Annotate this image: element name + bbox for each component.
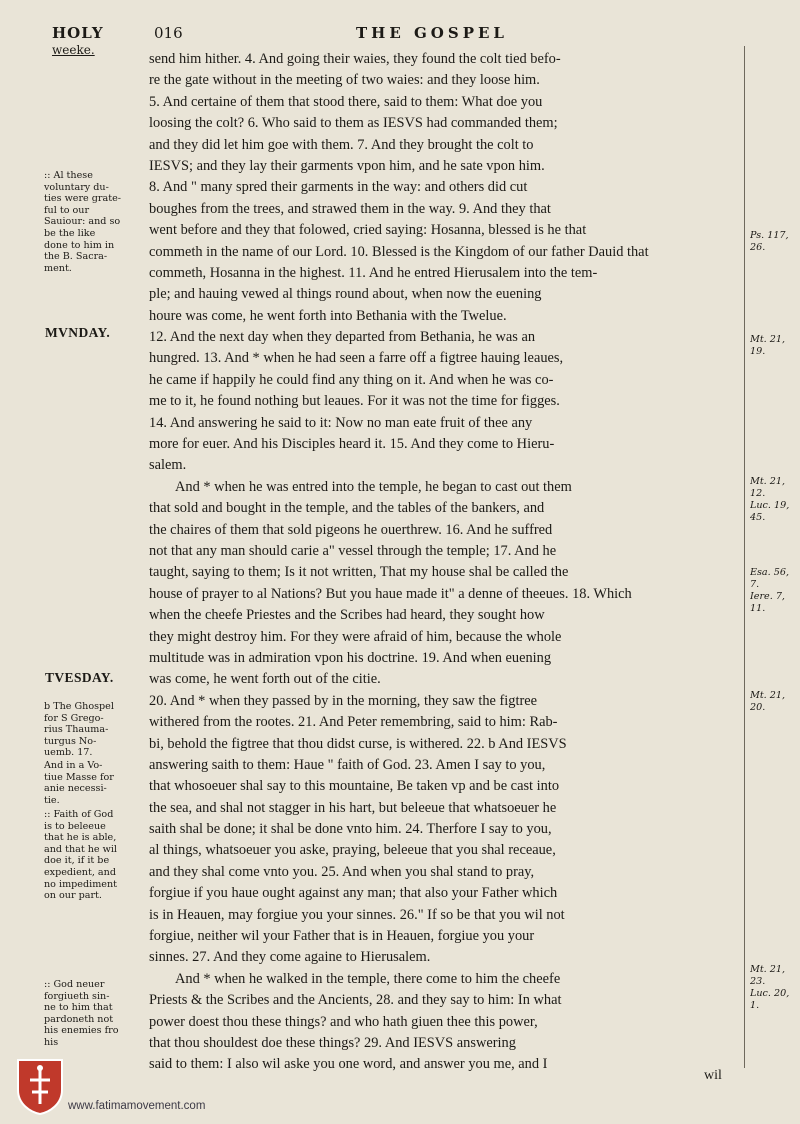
left-note-line: pardoneth not — [44, 1013, 114, 1025]
text-line: they might destroy him. For they were afraid of him, because the whole — [149, 628, 562, 645]
right-reference-line: Iere. 7, — [750, 591, 785, 602]
text-line: and they did let him goe with them. 7. And they brought the colt to — [149, 136, 534, 153]
text-line: commeth in the name of our Lord. 10. Blessed is the Kingdom of our father Dauid that — [149, 243, 649, 260]
left-note — [44, 760, 148, 806]
text-line: salem. — [149, 457, 187, 474]
text-line: re the gate without in the meeting of two waies: and they loose him. — [149, 72, 540, 89]
text-line: taught, saying to them; Is it not written, That my house shal be called the — [149, 564, 569, 581]
site-shield-logo — [14, 1056, 66, 1116]
text-line: 20. And * when they passed by in the morning, they saw the figtree — [149, 692, 538, 709]
left-note-line: Sauiour: and so — [44, 216, 121, 228]
text-line: house of prayer to al Nations? But you haue made it" a denne of theeues. 18. Which — [149, 585, 632, 602]
right-reference-line: Mt. 21, — [750, 690, 786, 701]
text-line: went before and they that folowed, cried saying: Hosanna, blessed is he that — [149, 222, 587, 239]
day-heading-monday: MVNDAY. — [45, 325, 111, 340]
left-note-line: And in a Vo- — [44, 760, 103, 771]
left-note-line: is to beleeue — [44, 820, 106, 832]
text-line: al things, whatsoeuer you aske, praying, beleeue that you shal receaue, — [149, 842, 556, 859]
text-line: said to them: I also wil aske you one word, and answer you me, and I — [149, 1056, 548, 1073]
running-title: THE GOSPEL — [356, 24, 508, 42]
text-line: Priests & the Scribes and the Ancients, 28. and they say to him: In what — [149, 992, 562, 1009]
left-note-line: his — [44, 1036, 59, 1048]
left-note-line: anie necessi- — [44, 783, 107, 795]
left-note-line: done to him in — [44, 239, 115, 251]
left-note-line: ne to him that — [44, 1002, 113, 1014]
text-line: he came if happily he could find any thing on it. And when he was co- — [149, 371, 554, 388]
right-reference-line: 11. — [750, 603, 766, 614]
left-note-line: that he is able, — [44, 832, 117, 844]
header-left-sublabel: weeke. — [52, 43, 95, 57]
right-reference-line: 23. — [750, 976, 766, 987]
right-reference-line: Mt. 21, — [750, 964, 786, 975]
text-line: loosing the colt? 6. Who said to them as IESVS had commanded them; — [149, 115, 558, 132]
right-reference — [750, 476, 798, 524]
left-note — [44, 701, 148, 759]
text-line: not that any man should carie a" vessel through the temple; 17. And he — [149, 542, 557, 559]
text-line: 12. And the next day when they departed from Bethania, he was an — [149, 329, 536, 346]
catchword: wil — [704, 1068, 722, 1083]
left-note-line: tie. — [44, 794, 60, 806]
left-note-line: the B. Sacra- — [44, 251, 108, 263]
left-note-line: ment. — [44, 262, 72, 274]
main-text — [149, 49, 737, 1076]
left-note-line: doe it, if it be — [44, 855, 110, 867]
text-line: that thou shouldest doe these things? 29. And IESVS answering — [149, 1034, 516, 1051]
right-reference-line: Mt. 21, — [750, 476, 786, 487]
right-reference-line: 20. — [750, 702, 766, 713]
right-reference-line: 19. — [750, 346, 766, 357]
left-note-line: and that he wil — [44, 843, 118, 855]
right-reference-line: Ps. 117, — [750, 230, 789, 241]
left-note — [44, 979, 148, 1049]
text-line: sinnes. 27. And they come againe to Hierusalem. — [149, 949, 431, 966]
text-line: bi, behold the figtree that thou didst curse, is withered. 22. b And IESVS — [149, 735, 567, 752]
text-line: was come, he went forth out of the citie. — [149, 671, 381, 688]
left-note-line: ful to our — [44, 204, 90, 216]
left-note — [44, 809, 148, 902]
right-reference — [750, 334, 798, 358]
right-reference-line: Luc. 20, — [750, 988, 790, 999]
right-reference — [750, 690, 798, 714]
text-line: 8. And " many spred their garments in the way: and others did cut — [149, 179, 528, 196]
text-line: forgiue if you haue ought against any man; that also your Father which — [149, 885, 558, 902]
text-line: send him hither. 4. And going their waies, they found the colt tied befo- — [149, 51, 561, 67]
text-line: the chaires of them that sold pigeons he ouerthrew. 16. And he suffred — [149, 521, 553, 538]
text-line: is in Heauen, may forgiue you your sinnes. 26." If so be that you wil not — [149, 906, 565, 923]
left-note-line: ties were grate- — [44, 193, 121, 205]
right-reference-line: 26. — [750, 242, 766, 253]
right-reference — [750, 567, 798, 615]
left-note-line: for S Grego- — [44, 712, 104, 724]
right-reference-line: 1. — [750, 1000, 760, 1011]
right-reference-line: Mt. 21, — [750, 334, 786, 345]
text-line: the sea, and shal not stagger in his hart, but beleeue that whatsoeuer he — [149, 799, 557, 816]
text-line: 14. And answering he said to it: Now no man eate fruit of thee any — [149, 414, 533, 431]
text-line: IESVS; and they lay their garments vpon him, and he sate vpon him. — [149, 157, 545, 174]
day-heading-tuesday: TVESDAY. — [45, 670, 114, 685]
right-reference-line: 7. — [750, 579, 760, 590]
left-note-line: :: God neuer — [44, 979, 105, 990]
left-note-line: no impediment — [44, 878, 118, 890]
right-reference-line: 12. — [750, 488, 766, 499]
left-note-line: :: Al these — [44, 170, 93, 181]
text-line: And * when he was entred into the temple, he began to cast out them — [175, 478, 572, 495]
text-line: more for euer. And his Disciples heard it. 15. And they come to Hieru- — [149, 436, 555, 453]
text-line: answering saith to them: Haue " faith of God. 23. Amen I say to you, — [149, 756, 546, 773]
margin-rule — [744, 46, 745, 1068]
left-note-line: b The Ghospel — [44, 701, 114, 712]
text-line: ple; and hauing vewed al things round about, when now the euening — [149, 286, 542, 303]
left-note-line: be the like — [44, 227, 96, 239]
text-line: houre was come, he went forth into Bethania with the Twelue. — [149, 307, 507, 324]
left-note-line: rius Thauma- — [44, 724, 109, 736]
text-line: that sold and bought in the temple, and the tables of the bankers, and — [149, 500, 545, 517]
left-note-line: tiue Masse for — [44, 771, 114, 783]
text-line: commeth, Hosanna in the highest. 11. And he entred Hierusalem into the tem- — [149, 264, 598, 281]
text-line: power doest thou these things? and who hath giuen thee this power, — [149, 1013, 538, 1030]
left-note — [44, 170, 148, 274]
text-line: me to it, he found nothing but leaues. For it was not the time for figges. — [149, 393, 560, 410]
text-line: boughes from the trees, and strawed them in the way. 9. And they that — [149, 200, 551, 217]
right-reference-line: Esa. 56, — [750, 567, 790, 578]
text-line: that whosoeuer shal say to this mountaine, Be taken vp and be cast into — [149, 778, 560, 795]
left-note-line: his enemies fro — [44, 1025, 119, 1037]
page-number: 016 — [154, 24, 183, 42]
text-line: hungred. 13. And * when he had seen a farre off a figtree hauing leaues, — [149, 350, 564, 367]
left-note-line: forgiueth sin- — [44, 990, 110, 1002]
left-note-line: voluntary du- — [44, 181, 109, 193]
text-line: and they shal come vnto you. 25. And when you shal stand to pray, — [149, 863, 535, 880]
right-reference — [750, 964, 798, 1012]
left-note-line: uemb. 17. — [44, 747, 93, 759]
text-line: And * when he walked in the temple, there come to him the cheefe — [175, 970, 561, 987]
left-note-line: :: Faith of God — [44, 809, 114, 820]
footer-url[interactable]: www.fatimamovement.com — [68, 1100, 206, 1112]
left-note-line: on our part. — [44, 890, 102, 902]
text-line: forgiue, neither wil your Father that is in Heauen, forgiue you your — [149, 928, 535, 945]
left-note-line: expedient, and — [44, 866, 116, 878]
right-reference-line: 45. — [750, 512, 766, 523]
right-reference — [750, 230, 798, 254]
right-reference-line: Luc. 19, — [750, 500, 790, 511]
header-left-label: HOLY — [52, 24, 104, 42]
text-line: multitude was in admiration vpon his doctrine. 19. And when euening — [149, 649, 552, 666]
text-line: saith shal be done; it shal be done vnto him. 24. Therfore I say to you, — [149, 821, 552, 838]
text-line: 5. And certaine of them that stood there, said to them: What doe you — [149, 93, 543, 110]
text-line: withered from the rootes. 21. And Peter remembring, said to him: Rab- — [149, 714, 558, 731]
left-note-line: turgus No- — [44, 735, 97, 747]
text-line: when the cheefe Priestes and the Scribes had heard, they sought how — [149, 607, 545, 624]
